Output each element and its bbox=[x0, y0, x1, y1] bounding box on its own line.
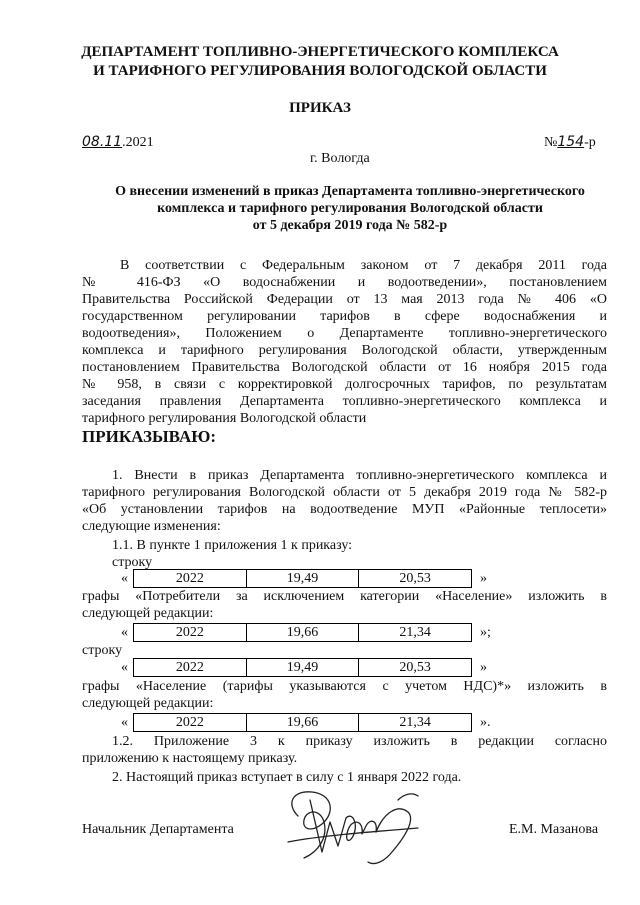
signatory-name: Е.М. Мазанова bbox=[509, 822, 599, 837]
open-quote: « bbox=[121, 625, 128, 640]
stroku-label: строку bbox=[82, 643, 123, 658]
handwritten-number: 154 bbox=[557, 134, 585, 150]
subject-line2: комплекса и тарифного регулирования Вологодской области bbox=[157, 201, 543, 216]
stroku-label: строку bbox=[112, 555, 153, 570]
department-name-line2: И ТАРИФНОГО РЕГУЛИРОВАНИЯ ВОЛОГОДСКОЙ ОБЛАСТИ bbox=[93, 63, 547, 79]
department-name-line1: ДЕПАРТАМЕНТ ТОПЛИВНО-ЭНЕРГЕТИЧЕСКОГО КОМПЛЕКСА bbox=[81, 44, 559, 60]
open-quote: « bbox=[121, 715, 128, 730]
close-quote: ». bbox=[480, 715, 491, 730]
preamble-line: комплекса и тарифного регулирования Вологодской области, утвержденным bbox=[82, 343, 607, 358]
order-word: ПРИКАЗЫВАЮ: bbox=[82, 427, 217, 446]
preamble-line: Правительства Российской Федерации от 13 мая 2013 года № 406 «О bbox=[82, 292, 607, 307]
grafy-line: следующей редакции: bbox=[82, 606, 214, 621]
preamble-line: В соответствии с Федеральным законом от 7 декабря 2011 года bbox=[120, 258, 607, 273]
item1-2-line: приложению к настоящему приказу. bbox=[82, 751, 298, 766]
item1-1: 1.1. В пункте 1 приложения 1 к приказу: bbox=[112, 538, 353, 553]
preamble-line: тарифного регулирования Вологодской области bbox=[82, 411, 367, 426]
tariff-row bbox=[133, 713, 472, 732]
preamble-line: постановлением Правительства Вологодской области от 16 ноября 2015 года bbox=[82, 360, 607, 375]
handwritten-date: 08.11 bbox=[82, 134, 123, 150]
number-suffix: -р bbox=[584, 135, 596, 150]
tariff-value-2: 20,53 bbox=[399, 571, 431, 586]
tariff-value-1: 19,66 bbox=[247, 714, 360, 731]
document-type: ПРИКАЗ bbox=[289, 100, 351, 116]
preamble-line: № 416-ФЗ «О водоснабжении и водоотведении», постановлением bbox=[82, 275, 607, 290]
grafy-line: графы «Потребители за исключением категории «Население» изложить в bbox=[82, 589, 607, 604]
open-quote: « bbox=[121, 660, 128, 675]
item1-line: 1. Внести в приказ Департамента топливно-энергетического комплекса и bbox=[112, 468, 607, 483]
tariff-value-2: 20,53 bbox=[399, 660, 431, 675]
signatory-position: Начальник Департамента bbox=[82, 822, 234, 837]
tariff-value-1: 19,49 bbox=[247, 659, 360, 676]
tariff-year: 2022 bbox=[134, 570, 247, 587]
item1-line: «Об установлении тарифов на водоотведение МУП «Районные теплосети» bbox=[82, 502, 607, 517]
tariff-value-2: 21,34 bbox=[399, 625, 431, 640]
subject-line3: от 5 декабря 2019 года № 582-р bbox=[252, 218, 448, 233]
number-prefix: № bbox=[544, 135, 558, 150]
preamble-line: № 958, в связи с корректировкой долгосрочных тарифов, по результатам bbox=[82, 377, 607, 392]
tariff-value-2: 21,34 bbox=[399, 715, 431, 730]
preamble-line: водоотведения», Положением о Департаменте топливно-энергетического bbox=[82, 326, 607, 341]
item2: 2. Настоящий приказ вступает в силу с 1 января 2022 года. bbox=[112, 770, 462, 785]
tariff-row bbox=[133, 623, 472, 642]
item1-2-line: 1.2. Приложение 3 к приказу изложить в редакции согласно bbox=[112, 734, 607, 749]
document-number bbox=[544, 134, 596, 151]
document-date bbox=[82, 134, 154, 151]
close-quote: » bbox=[480, 660, 487, 675]
tariff-year: 2022 bbox=[134, 659, 247, 676]
preamble-line: заседания правления Департамента топливно-энергетического комплекса и bbox=[82, 394, 607, 409]
tariff-value-1: 19,66 bbox=[247, 624, 360, 641]
tariff-value-1: 19,49 bbox=[247, 570, 360, 587]
city: г. Вологда bbox=[310, 151, 370, 166]
handwritten-signature bbox=[258, 782, 438, 870]
item1-line: следующие изменения: bbox=[82, 519, 221, 534]
close-quote: » bbox=[480, 571, 487, 586]
tariff-row bbox=[133, 569, 472, 588]
item1-line: тарифного регулирования Вологодской области от 5 декабря 2019 года № 582-р bbox=[82, 485, 607, 500]
preamble-line: государственном регулировании тарифов в сфере водоснабжения и bbox=[82, 309, 607, 324]
date-year: .2021 bbox=[122, 135, 154, 150]
tariff-year: 2022 bbox=[134, 624, 247, 641]
close-quote: »; bbox=[480, 625, 491, 640]
open-quote: « bbox=[121, 571, 128, 586]
tariff-year: 2022 bbox=[134, 714, 247, 731]
tariff-row bbox=[133, 658, 472, 677]
subject-line1: О внесении изменений в приказ Департамента топливно-энергетического bbox=[115, 184, 585, 199]
grafy-line: графы «Население (тарифы указываются с учетом НДС)*» изложить в bbox=[82, 679, 607, 694]
grafy-line: следующей редакции: bbox=[82, 696, 214, 711]
